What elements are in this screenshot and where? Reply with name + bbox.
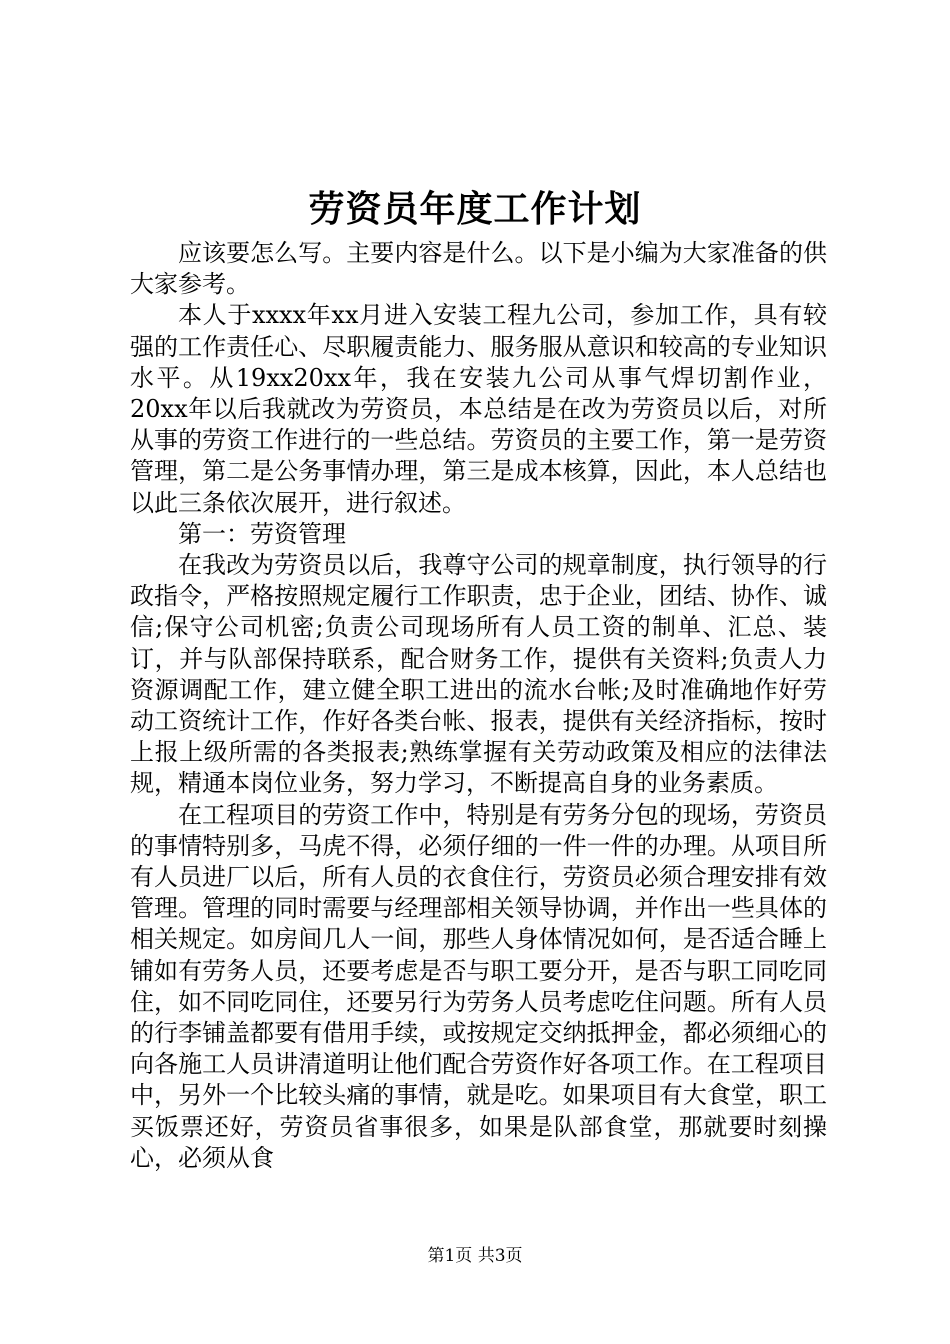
paragraph-background: 本人于xxxx年xx月进入安装工程九公司，参加工作，具有较强的工作责任心、尽职履责能力、服务服从意识和较高的专业知识水平。从19xx20xx年，我在安装九公司从事气焊切割作业，20xx年以后我就改为劳资员，本总结是在改为劳资员以后，对所从事的劳资工作进行的一些总结。劳资员的主要工作，第一是劳资管理，第二是公务事情办理，第三是成本核算，因此，本人总结也以此三条依次展开，进行叙述。	[130, 301, 827, 517]
page-footer: 第1页 共3页	[427, 1246, 523, 1266]
paragraph-intro: 应该要怎么写。主要内容是什么。以下是小编为大家准备的供大家参考。	[130, 239, 827, 299]
paragraph-duties: 在我改为劳资员以后，我尊守公司的规章制度，执行领导的行政指令，严格按照规定履行工作职责，忠于企业，团结、协作、诚信;保守公司机密;负责公司现场所有人员工资的制单、汇总、装订，并与队部保持联系，配合财务工作，提供有关资料;负责人力资源调配工作，建立健全职工进出的流水台帐;及时准确地作好劳动工资统计工作，作好各类台帐、报表，提供有关经济指标，按时上报上级所需的各类报表;熟练掌握有关劳动政策及相应的法律法规，精通本岗位业务，努力学习，不断提高自身的业务素质。	[130, 551, 827, 798]
document-body	[130, 238, 827, 1174]
section-heading-labor-management: 第一：劳资管理	[178, 519, 346, 548]
paragraph-project-work: 在工程项目的劳资工作中，特别是有劳务分包的现场，劳资员的事情特别多，马虎不得，必须仔细的一件一件的办理。从项目所有人员进厂以后，所有人员的衣食住行，劳资员必须合理安排有效管理。管理的同时需要与经理部相关领导协调，并作出一些具体的相关规定。如房间几人一间，那些人身体情况如何，是否适合睡上铺如有劳务人员，还要考虑是否与职工要分开，是否与职工同吃同住，如不同吃同住，还要另行为劳务人员考虑吃住问题。所有人员的行李铺盖都要有借用手续，或按规定交纳抵押金，都必须细心的向各施工人员讲清道明让他们配合劳资作好各项工作。在工程项目中，另外一个比较头痛的事情，就是吃。如果项目有大食堂，职工买饭票还好，劳资员省事很多，如果是队部食堂，那就要时刻操心，必须从食	[130, 800, 827, 1172]
document-title: 劳资员年度工作计划	[308, 188, 642, 230]
